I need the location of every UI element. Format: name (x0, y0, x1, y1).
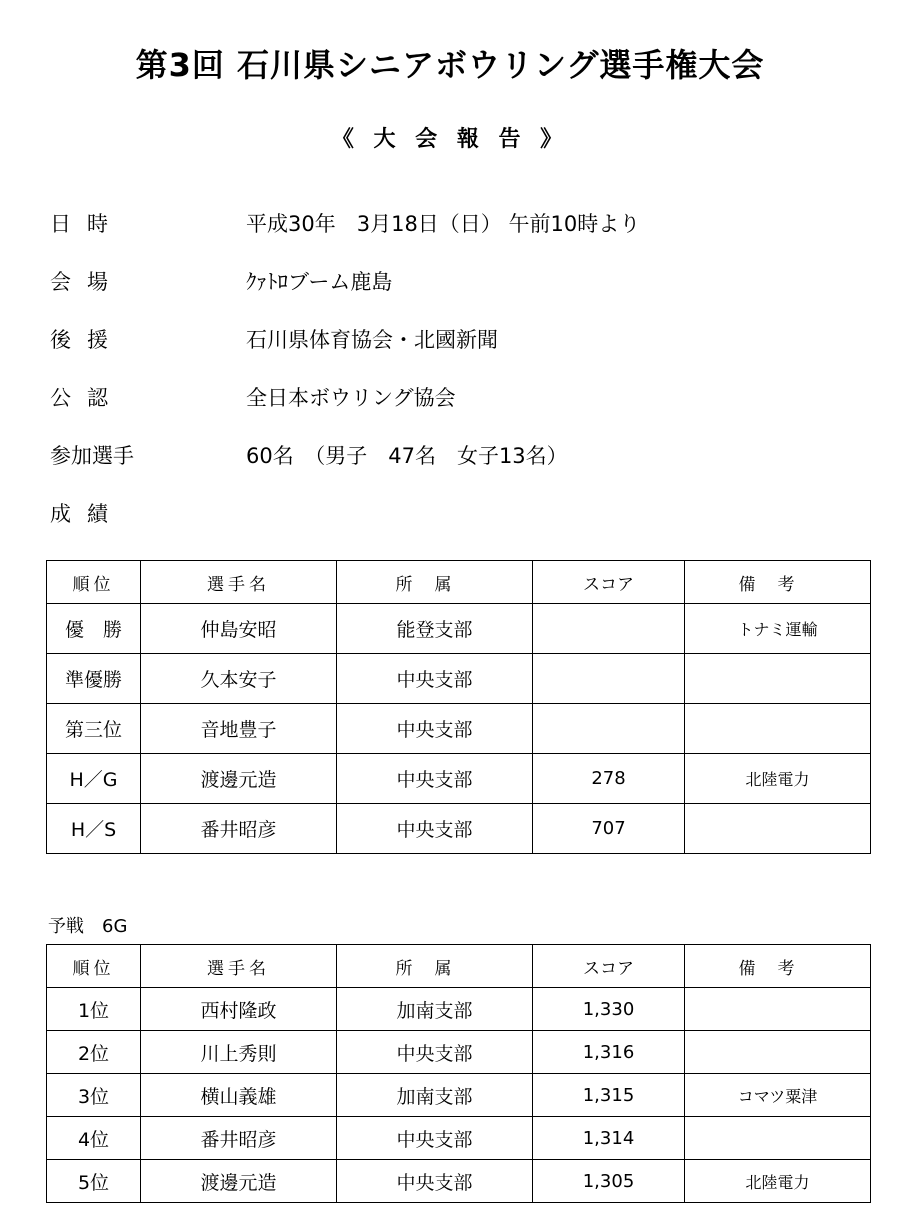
rank-cell: 3位 (47, 1074, 141, 1117)
table-row (47, 654, 871, 704)
note-cell: 北陸電力 (685, 1160, 871, 1203)
header-note: 備考 (685, 945, 871, 988)
header-branch: 所属 (337, 945, 533, 988)
final-results-table (46, 560, 871, 854)
note-cell: コマツ粟津 (685, 1074, 871, 1117)
rank-cell: 第三位 (47, 704, 141, 754)
rank-cell: 5位 (47, 1160, 141, 1203)
branch-cell: 中央支部 (337, 1117, 533, 1160)
name-cell: 番井昭彦 (141, 804, 337, 854)
support-value: 石川県体育協会・北國新聞 (246, 328, 498, 352)
date-value: 平成30年 3月18日（日） 午前10時より (246, 212, 641, 236)
header-note: 備考 (685, 561, 871, 604)
header-rank: 順位 (47, 561, 141, 604)
venue-label: 会場 (50, 270, 124, 294)
branch-cell: 中央支部 (337, 704, 533, 754)
note-cell (685, 1117, 871, 1160)
final-table-header (47, 561, 871, 604)
rank-cell: H／S (47, 804, 141, 854)
header-score: スコア (533, 945, 685, 988)
note-cell (685, 988, 871, 1031)
name-cell: 川上秀則 (141, 1031, 337, 1074)
branch-cell: 中央支部 (337, 804, 533, 854)
rank-cell: 1位 (47, 988, 141, 1031)
note-cell (685, 804, 871, 854)
name-cell: 音地豊子 (141, 704, 337, 754)
score-cell: 1,314 (533, 1117, 685, 1160)
results-label: 成績 (50, 502, 124, 526)
branch-cell: 加南支部 (337, 988, 533, 1031)
participants-value: 60名 （男子 47名 女子13名） (246, 444, 568, 468)
name-cell: 番井昭彦 (141, 1117, 337, 1160)
prelim-table-header (47, 945, 871, 988)
support-label: 後援 (50, 328, 124, 352)
table-row (47, 754, 871, 804)
table-row (47, 1031, 871, 1074)
prelim-results-table (46, 944, 871, 1203)
rank-cell: H／G (47, 754, 141, 804)
header-name: 選手名 (141, 945, 337, 988)
score-cell (533, 654, 685, 704)
table-row (47, 1074, 871, 1117)
table-row (47, 804, 871, 854)
approval-value: 全日本ボウリング協会 (246, 386, 456, 410)
report-title: 第3回 石川県シニアボウリング選手権大会 (135, 46, 765, 84)
note-cell (685, 1031, 871, 1074)
name-cell: 西村隆政 (141, 988, 337, 1031)
score-cell: 278 (533, 754, 685, 804)
header-score: スコア (533, 561, 685, 604)
participants-label: 参加選手 (50, 444, 134, 468)
header-branch: 所属 (337, 561, 533, 604)
approval-label: 公認 (50, 386, 124, 410)
note-cell: 北陸電力 (685, 754, 871, 804)
header-name: 選手名 (141, 561, 337, 604)
branch-cell: 中央支部 (337, 1031, 533, 1074)
date-label: 日時 (50, 212, 124, 236)
branch-cell: 中央支部 (337, 754, 533, 804)
branch-cell: 加南支部 (337, 1074, 533, 1117)
rank-cell: 優 勝 (47, 604, 141, 654)
note-cell (685, 654, 871, 704)
table-row (47, 1160, 871, 1203)
name-cell: 渡邊元造 (141, 754, 337, 804)
table-row (47, 604, 871, 654)
score-cell (533, 604, 685, 654)
score-cell: 1,305 (533, 1160, 685, 1203)
note-cell (685, 704, 871, 754)
score-cell: 707 (533, 804, 685, 854)
rank-cell: 準優勝 (47, 654, 141, 704)
table-row (47, 988, 871, 1031)
name-cell: 渡邊元造 (141, 1160, 337, 1203)
score-cell: 1,330 (533, 988, 685, 1031)
name-cell: 久本安子 (141, 654, 337, 704)
rank-cell: 2位 (47, 1031, 141, 1074)
branch-cell: 能登支部 (337, 604, 533, 654)
score-cell (533, 704, 685, 754)
header-rank: 順位 (47, 945, 141, 988)
report-subtitle: 《 大 会 報 告 》 (331, 127, 569, 152)
table-row (47, 704, 871, 754)
prelim-section-label: 予戦 6G (48, 916, 128, 937)
name-cell: 横山義雄 (141, 1074, 337, 1117)
name-cell: 仲島安昭 (141, 604, 337, 654)
table-row (47, 1117, 871, 1160)
score-cell: 1,316 (533, 1031, 685, 1074)
branch-cell: 中央支部 (337, 1160, 533, 1203)
branch-cell: 中央支部 (337, 654, 533, 704)
note-cell: トナミ運輸 (685, 604, 871, 654)
venue-value: ｸｧﾄﾛブーム鹿島 (246, 270, 393, 294)
rank-cell: 4位 (47, 1117, 141, 1160)
score-cell: 1,315 (533, 1074, 685, 1117)
